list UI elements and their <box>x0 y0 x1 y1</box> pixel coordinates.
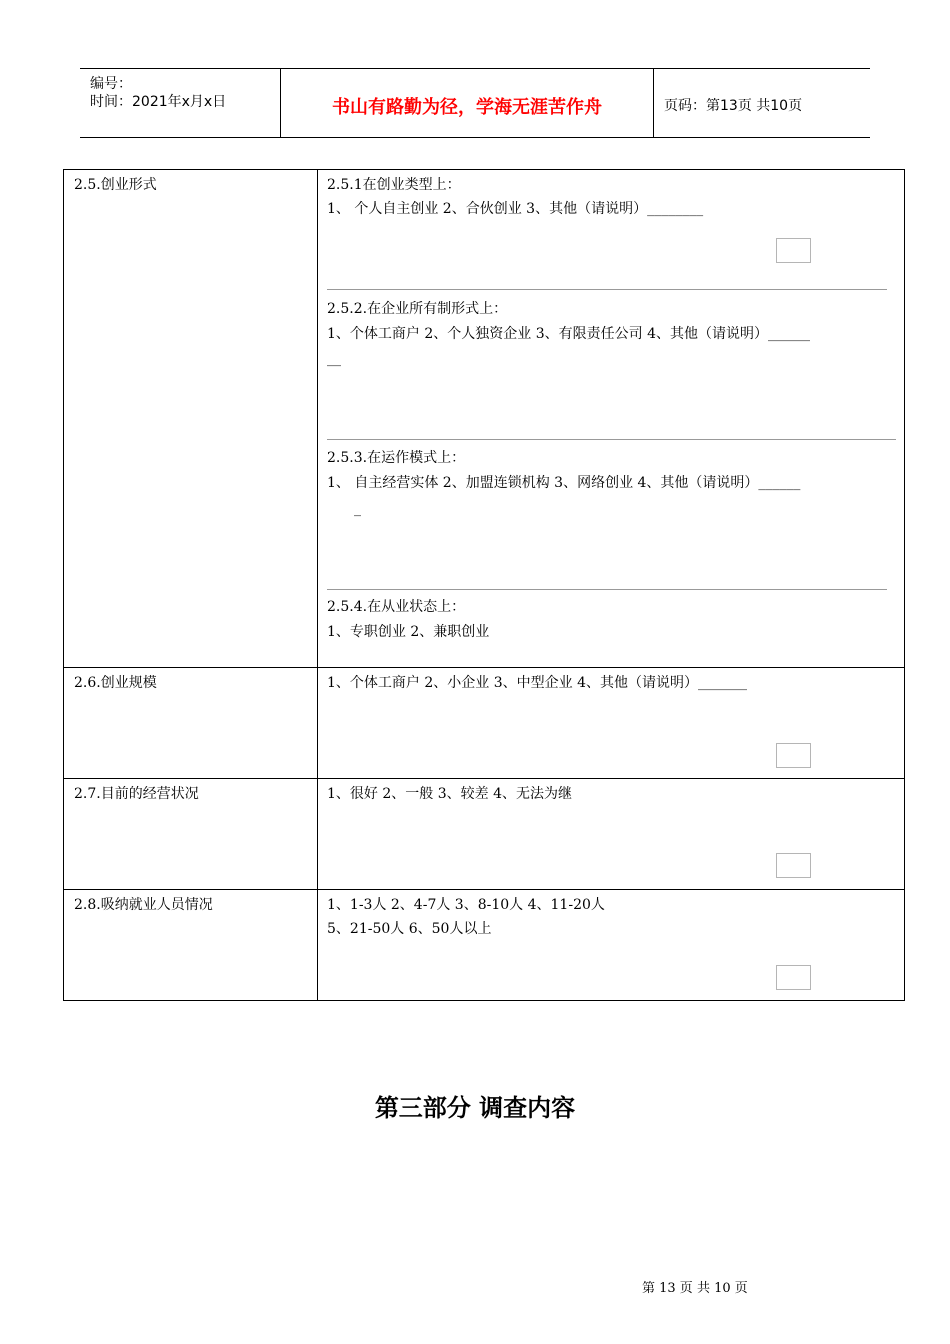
page-footer: 第 13 页 共 10 页 <box>642 1281 748 1296</box>
row-divider <box>63 889 905 890</box>
time-label: 时间：2021年x月x日 <box>90 94 227 110</box>
row-label-2-6: 2.6.创业规模 <box>74 675 157 691</box>
options-2-5-1: 1、 个人自主创业 2、合伙创业 3、其他（请说明）________ <box>327 201 704 217</box>
answer-box[interactable] <box>776 238 811 263</box>
survey-table <box>63 169 905 1001</box>
answer-box[interactable] <box>776 965 811 990</box>
table-border-bottom <box>63 1000 905 1001</box>
answer-box[interactable] <box>776 743 811 768</box>
options-2-5-2: 1、个体工商户 2、个人独资企业 3、有限责任公司 4、其他（请说明）______ <box>327 326 810 342</box>
column-divider <box>317 169 318 1001</box>
row-label-2-8: 2.8.吸纳就业人员情况 <box>74 897 213 913</box>
question-2-5-1: 2.5.1在创业类型上： <box>327 177 461 193</box>
separator-line <box>327 439 896 440</box>
header-page-cell <box>654 69 870 137</box>
row-divider <box>63 778 905 779</box>
table-border-right <box>904 169 905 1001</box>
row-label-2-7: 2.7.目前的经营状况 <box>74 786 199 802</box>
header-meta <box>80 69 281 137</box>
table-border-top <box>63 169 905 170</box>
question-2-5-2: 2.5.2.在企业所有制形式上： <box>327 301 508 317</box>
options-2-8-line-1: 1、1-3人 2、4-7人 3、8-10人 4、11-20人 <box>327 897 605 913</box>
answer-box[interactable] <box>776 853 811 878</box>
row-divider <box>63 667 905 668</box>
table-border-left <box>63 169 64 1001</box>
separator-line <box>327 289 887 290</box>
page-header <box>80 68 870 138</box>
options-2-5-2-continued: __ <box>327 351 341 367</box>
question-2-5-3: 2.5.3.在运作模式上： <box>327 450 466 466</box>
options-2-5-3: 1、 自主经营实体 2、加盟连锁机构 3、网络创业 4、其他（请说明）______ <box>327 475 801 491</box>
options-2-5-3-continued: _ <box>354 501 361 517</box>
options-2-6: 1、个体工商户 2、小企业 3、中型企业 4、其他（请说明）_______ <box>327 675 747 691</box>
options-2-5-4: 1、专职创业 2、兼职创业 <box>327 624 490 640</box>
options-2-8-line-2: 5、21-50人 6、50人以上 <box>327 921 492 937</box>
question-2-5-4: 2.5.4.在从业状态上： <box>327 599 466 615</box>
row-label-2-5: 2.5.创业形式 <box>74 177 157 193</box>
serial-label: 编号： <box>90 76 132 92</box>
separator-line <box>327 589 887 590</box>
page-info: 页码：第13页 共10页 <box>664 98 803 114</box>
options-2-7: 1、很好 2、一般 3、较差 4、无法为继 <box>327 786 572 802</box>
motto: 书山有路勤为径，学海无涯苦作舟 <box>332 97 602 118</box>
header-motto-cell <box>281 69 654 137</box>
section-title: 第三部分 调查内容 <box>374 1094 576 1122</box>
